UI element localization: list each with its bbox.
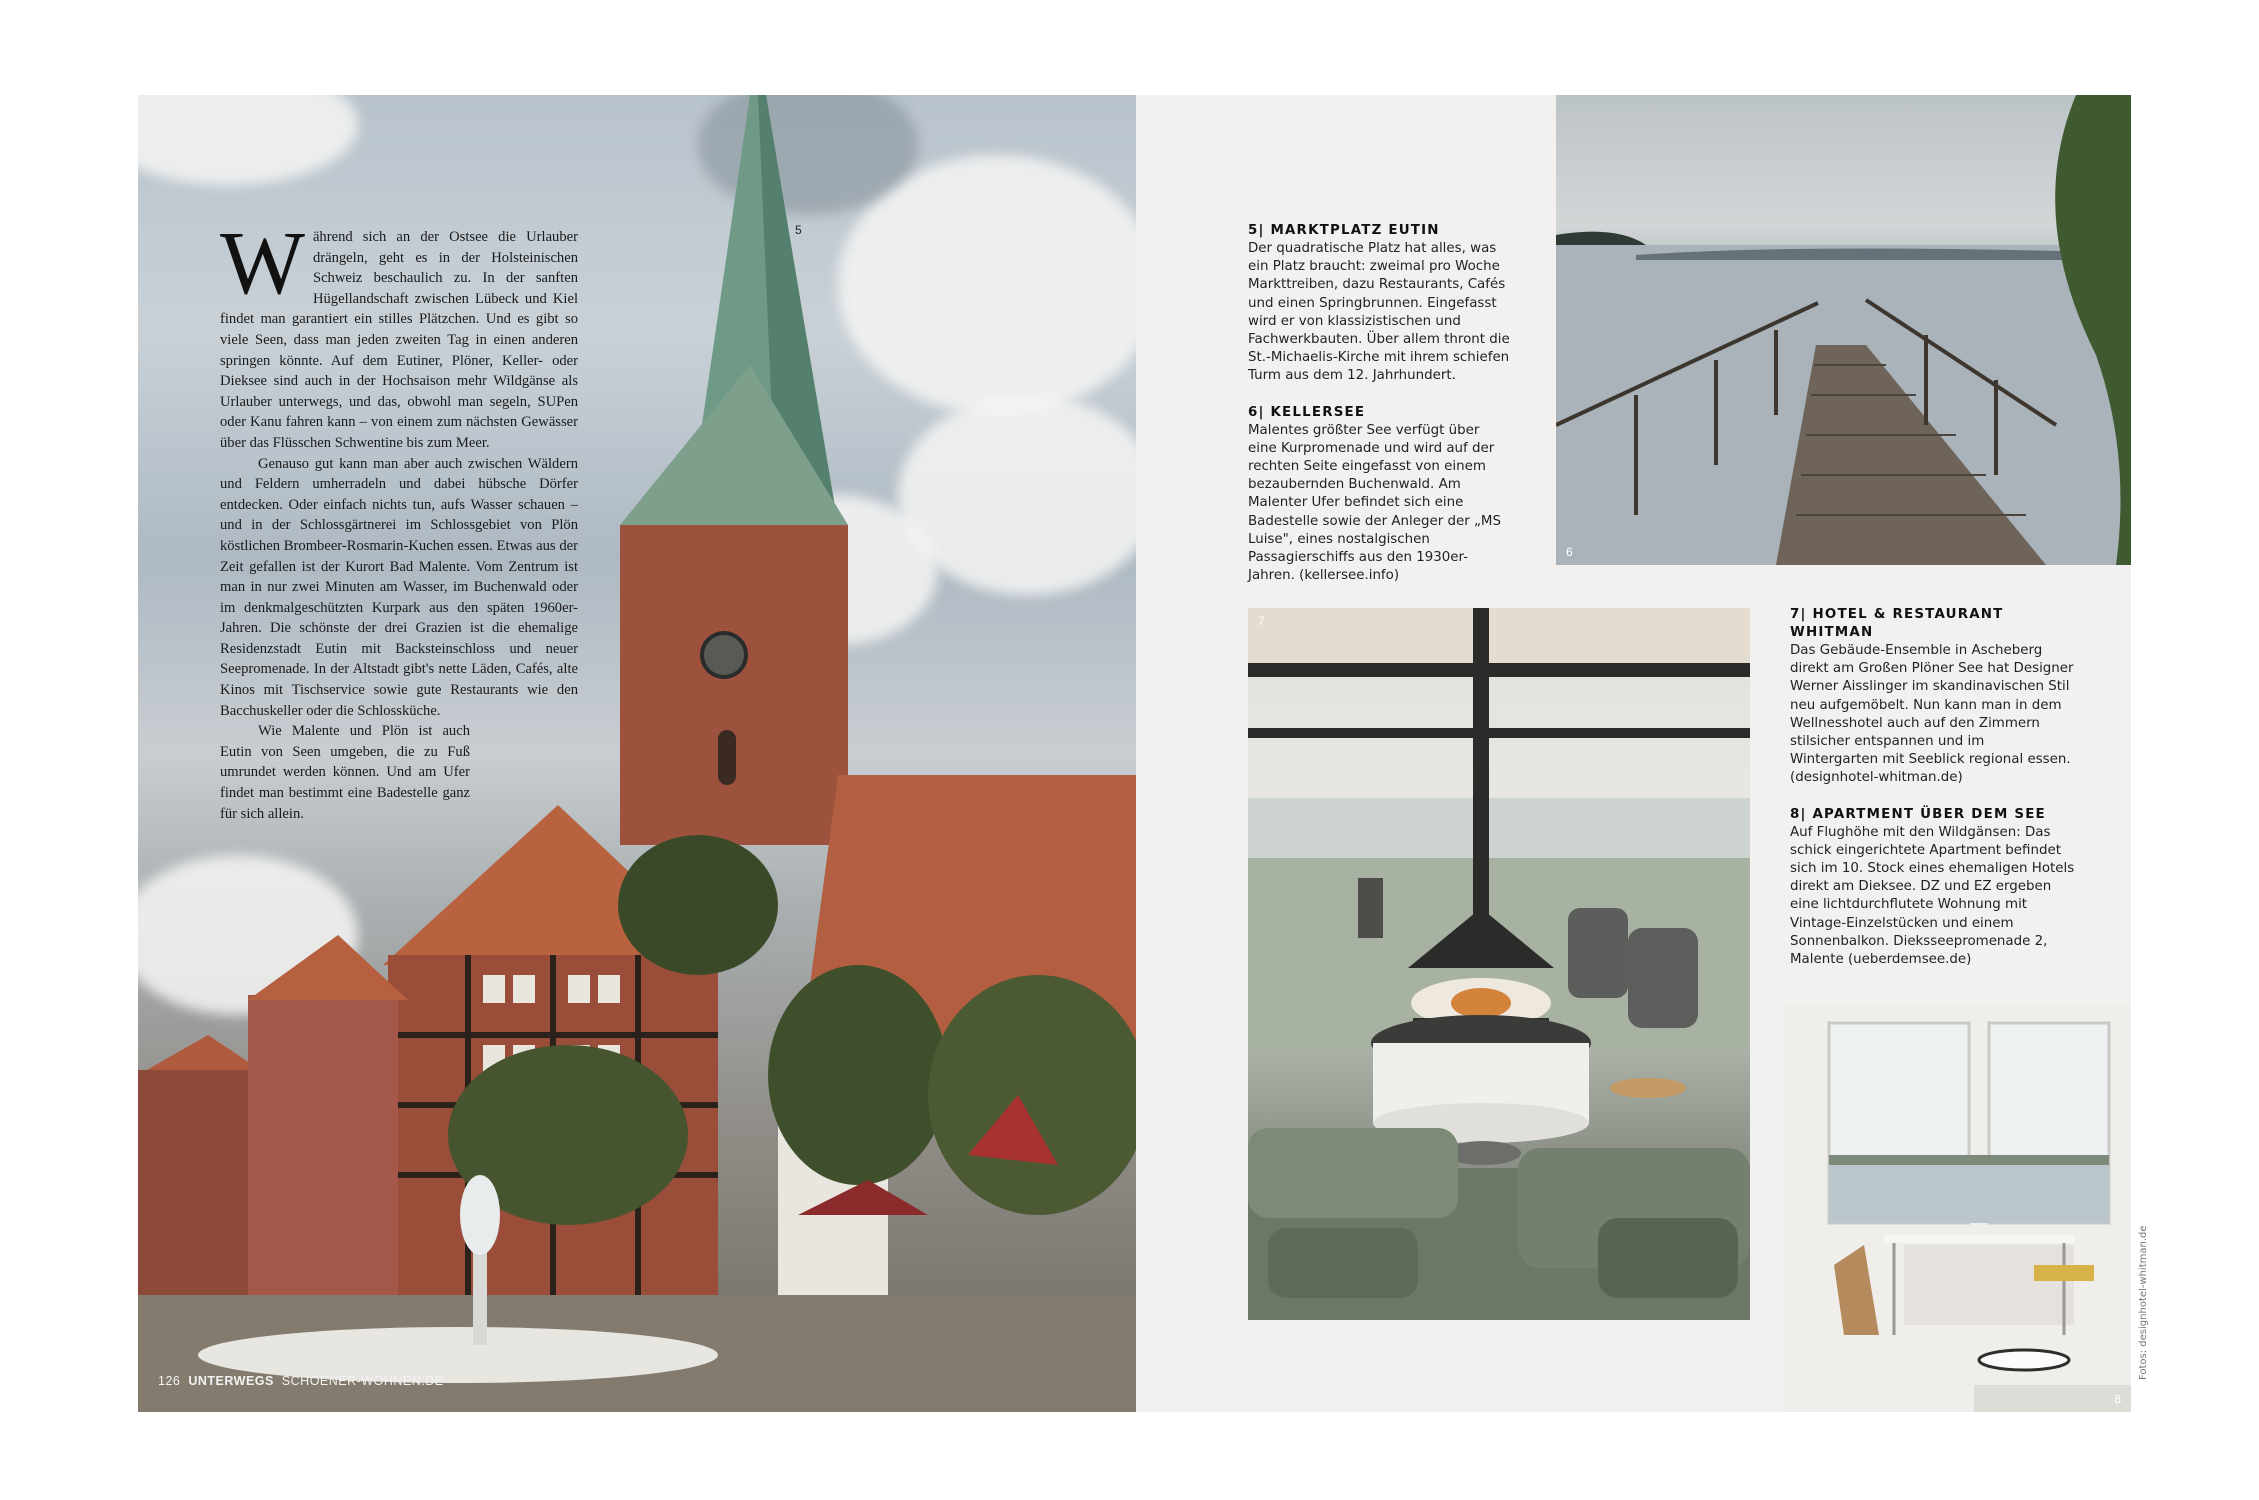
entry-marktplatz-eutin — [1248, 222, 1510, 386]
church-tower — [620, 525, 848, 845]
church-clock-face — [704, 635, 744, 675]
whitman-restaurant-photo — [1248, 608, 1750, 1320]
site-url: SCHOENER-WOHNEN.DE — [281, 1374, 444, 1388]
entry-heading: 7| HOTEL & RESTAURANT WHITMAN — [1790, 607, 2004, 640]
photo-credit: Fotos: designhotel-whitman.de — [2138, 1225, 2149, 1380]
intro-paragraph-1 — [220, 214, 578, 454]
restaurant-illustration — [1248, 608, 1750, 1320]
entries-column-1 — [1248, 222, 1510, 603]
entry-heading: 6| KELLERSEE — [1248, 404, 1366, 420]
page-folio — [158, 1374, 444, 1388]
intro-paragraph-1-text: ährend sich an der Ostsee die Urlauber drängeln, geht es in der Holsteinischen Schweiz beschaulich zu. In der sanften Hügellandschaft zwischen Lübeck und Kiel findet man garantiert ein stilles Plätzchen. Und es gibt so viele Seen, dass man jeden zweiten Tag in einen anderen springen könnte. Auf dem Eutiner, Plöner, Keller- oder Dieksee sind auch in der Hochsaison mehr Wildgänse als Urlauber unterwegs, und das, obwohl man segeln, SUPen oder Kanu fahren kann – von einem zum nächsten Gewässer über das Flüsschen Schwentine bis zum Meer. — [220, 229, 578, 451]
entry-body: Auf Flughöhe mit den Wildgänsen: Das schick eingerichtete Apartment befindet sich im 10. Stock eines ehemaligen Hotels direkt am Dieksee. DZ und EZ ergeben eine lichtdurchflutete Wohnung mit Vintage-Einzelstücken und einem Sonnenbalkon. Dieksseepromenade 2, Malente (ueberdemsee.de) — [1790, 824, 2075, 968]
entry-body: Malentes größter See verfügt über eine Kurpromenade und wird auf der rechten Seite eingefasst von einem bezaubernden Buchenwald. Am Malenter Ufer befindet sich eine Badestelle sowie der Anleger der „MS Luise", eines nostalgischen Passagierschiffs aus den 1930er-Jahren. (kellersee.info) — [1248, 422, 1501, 584]
eutin-marketplace-photo — [138, 95, 1136, 1412]
photo-number: 8 — [2114, 1392, 2121, 1406]
apartment-lake-view-photo — [1784, 1005, 2131, 1412]
photo-number: 7 — [1258, 614, 1265, 628]
apartment-illustration — [1784, 1005, 2131, 1412]
page-number: 126 — [158, 1374, 181, 1388]
entries-column-2 — [1790, 606, 2076, 987]
intro-paragraph-3: Wie Malente und Plön ist auch Eutin von Seen umgeben, die zu Fuß umrundet werden können. Und am Ufer findet man bestimmt eine Badestelle ganz für sich allein. — [220, 723, 470, 822]
entry-heading: 8| APARTMENT ÜBER DEM SEE — [1790, 806, 2046, 822]
entry-kellersee — [1248, 404, 1510, 586]
photo-number: 6 — [1566, 545, 1573, 559]
photo-number: 5 — [795, 223, 802, 237]
jetty-illustration — [1556, 95, 2131, 565]
entry-heading: 5| MARKTPLATZ EUTIN — [1248, 223, 1440, 238]
section-name: UNTERWEGS — [188, 1374, 274, 1388]
intro-article-text — [220, 214, 578, 824]
church-window — [718, 730, 736, 785]
intro-paragraph-2: Genauso gut kann man aber auch zwischen Wäldern und Feldern umherradeln und dabei hübsche Dörfer entdecken. Oder einfach nichts tun, aufs Wasser schauen – und in der Schlossgärtnerei im Schlossgebiet von Plön köstlichen Brombeer-Rosmarin-Kuchen essen. Etwas aus der Zeit gefallen ist der Kurort Bad Malente. Vom Zentrum ist man in nur zwei Minuten am Wasser, im Buchenwald oder im denkmalgeschützten Kurpark aus den späten 1960er-Jahren. Die schönste der drei Grazien ist die ehemalige Residenzstadt Eutin mit Backsteinschloss und neuer Seepromenade. In der Altstadt gibt's nette Läden, Cafés, alte Kinos mit Tischservice sowie gute Restaurants wie den Bacchuskeller oder die Schlossküche. — [220, 455, 578, 719]
entry-body: Der quadratische Platz hat alles, was ein Platz braucht: zweimal pro Woche Markttreiben, dazu Restaurants, Cafés und einen Springbrunnen. Eingefasst wird er von klassizistischen und Fachwerkbauten. Über allem thront die St.-Michaelis-Kirche mit ihrem schiefen Turm aus dem 12. Jahrhundert. — [1248, 241, 1510, 384]
entry-body: Das Gebäude-Ensemble in Ascheberg direkt am Großen Plöner See hat Designer Werner Aisslinger im skandinavischen Stil neu aufgemöbelt. Nun kann man in dem Wellnesshotel auch auf den Zimmern stilsicher entspannen und im Wintergarten mit Seeblick regional essen. (designhotel-whitman.de) — [1790, 643, 2074, 786]
entry-hotel-whitman — [1790, 606, 2076, 788]
drop-cap: W — [220, 214, 305, 313]
entry-apartment-ueber-dem-see — [1790, 806, 2076, 970]
kellersee-jetty-photo — [1556, 95, 2131, 565]
